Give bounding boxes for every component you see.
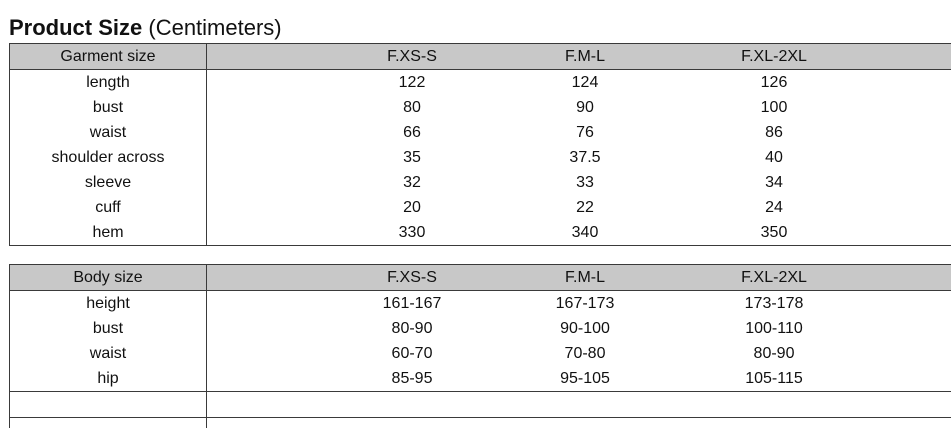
- cell-value: 173-178: [744, 295, 804, 312]
- empty-cell: [207, 392, 951, 418]
- garment-size-header: Garment size: [10, 44, 207, 70]
- row-label: waist: [10, 341, 207, 366]
- row-label: hem: [10, 220, 207, 246]
- garment-size-col-xl-2xl: F.XL-2XL: [741, 48, 807, 65]
- row-label: cuff: [10, 195, 207, 220]
- body-size-header: Body size: [10, 265, 207, 291]
- table-row: [10, 220, 951, 246]
- body-size-col-xs-s: F.XS-S: [387, 269, 437, 286]
- cell-value: 20: [403, 199, 421, 216]
- empty-row: [10, 418, 951, 429]
- cell-value: 34: [765, 174, 783, 191]
- cell-value: 330: [398, 224, 426, 241]
- cell-value: 100-110: [745, 320, 803, 337]
- garment-size-col-m-l: F.M-L: [565, 48, 605, 65]
- cell-value: 66: [403, 124, 421, 141]
- body-size-col-m-l: F.M-L: [565, 269, 605, 286]
- cell-value: 33: [576, 174, 594, 191]
- cell-value: 86: [765, 124, 783, 141]
- row-label: shoulder across: [10, 145, 207, 170]
- table-row: [10, 145, 951, 170]
- row-label: bust: [10, 316, 207, 341]
- body-size-table: [9, 264, 951, 428]
- cell-value: 32: [403, 174, 421, 191]
- cell-value: 161-167: [382, 295, 442, 312]
- cell-value: 105-115: [745, 370, 803, 387]
- cell-value: 80: [403, 99, 421, 116]
- cell-value: 126: [760, 74, 788, 91]
- cell-value: 40: [765, 149, 783, 166]
- table-row: [10, 170, 951, 195]
- cell-value: 100: [760, 99, 788, 116]
- cell-value: 95-105: [560, 370, 610, 387]
- garment-size-table: [9, 43, 951, 246]
- page-title-unit: (Centimeters): [148, 15, 282, 40]
- cell-value: 80-90: [391, 320, 433, 337]
- cell-value: 85-95: [391, 370, 433, 387]
- body-size-columns-header: [207, 265, 951, 291]
- empty-cell: [10, 392, 207, 418]
- garment-table-header: [10, 44, 951, 70]
- cell-value: 24: [765, 199, 783, 216]
- row-label: bust: [10, 95, 207, 120]
- row-label: waist: [10, 120, 207, 145]
- empty-row: [10, 392, 951, 418]
- cell-value: 35: [403, 149, 421, 166]
- page-title: [9, 14, 282, 42]
- cell-value: 340: [571, 224, 599, 241]
- cell-value: 76: [576, 124, 594, 141]
- cell-value: 37.5: [569, 149, 601, 166]
- table-row: [10, 341, 951, 366]
- cell-value: 90: [576, 99, 594, 116]
- table-row: [10, 70, 951, 96]
- table-row: [10, 366, 951, 392]
- row-label: hip: [10, 366, 207, 392]
- cell-value: 70-80: [564, 345, 606, 362]
- cell-value: 80-90: [753, 345, 795, 362]
- table-row: [10, 316, 951, 341]
- page-title-main: Product Size: [9, 15, 143, 40]
- table-row: [10, 195, 951, 220]
- garment-size-columns-header: [207, 44, 951, 70]
- cell-value: 167-173: [555, 295, 615, 312]
- body-size-col-xl-2xl: F.XL-2XL: [741, 269, 807, 286]
- cell-value: 90-100: [560, 320, 610, 337]
- table-row: [10, 95, 951, 120]
- table-row: [10, 291, 951, 317]
- cell-value: 22: [576, 199, 594, 216]
- row-label: length: [10, 70, 207, 96]
- table-row: [10, 120, 951, 145]
- row-label: sleeve: [10, 170, 207, 195]
- cell-value: 60-70: [391, 345, 433, 362]
- body-table-header: [10, 265, 951, 291]
- cell-value: 350: [760, 224, 788, 241]
- empty-cell: [207, 418, 951, 429]
- garment-size-col-xs-s: F.XS-S: [387, 48, 437, 65]
- cell-value: 122: [398, 74, 426, 91]
- empty-cell: [10, 418, 207, 429]
- row-label: height: [10, 291, 207, 317]
- cell-value: 124: [571, 74, 599, 91]
